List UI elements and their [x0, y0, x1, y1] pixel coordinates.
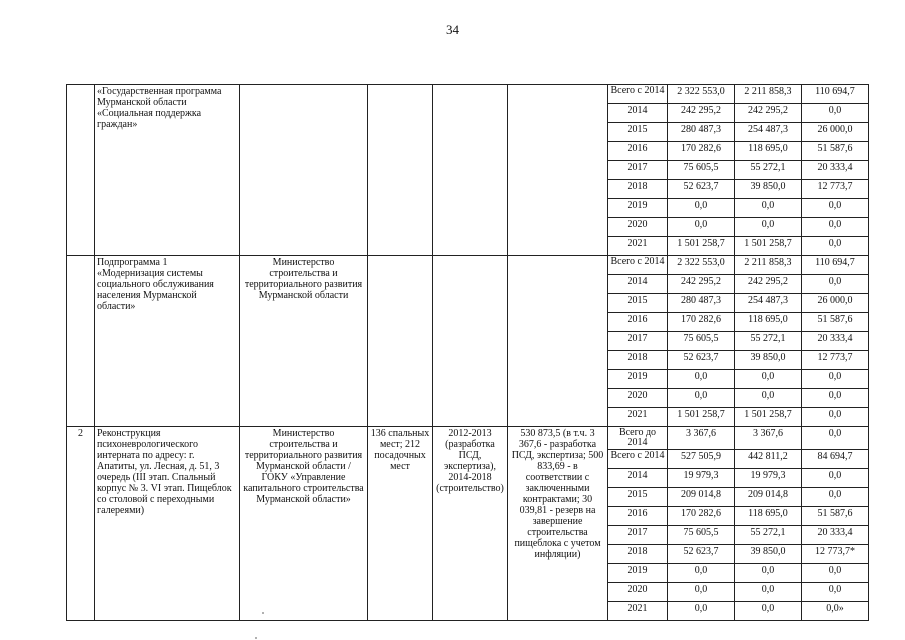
capacity-cell [368, 256, 433, 427]
amount-federal: 110 694,7 [802, 256, 869, 275]
amount-federal: 0,0 [802, 408, 869, 427]
amount-total: 2 322 553,0 [668, 256, 735, 275]
year-cell: 2021 [608, 408, 668, 427]
year-cell: 2014 [608, 275, 668, 294]
amount-total: 0,0 [668, 583, 735, 602]
amount-regional: 39 850,0 [735, 180, 802, 199]
amount-regional: 254 487,3 [735, 294, 802, 313]
amount-federal: 51 587,6 [802, 313, 869, 332]
year-cell: 2020 [608, 218, 668, 237]
object-name: «Государственная программа Мурманской области «Социальная поддержка граждан» [95, 85, 240, 256]
amount-federal: 0,0 [802, 389, 869, 408]
amount-regional: 3 367,6 [735, 427, 802, 450]
row-number [67, 256, 95, 427]
amount-regional: 2 211 858,3 [735, 85, 802, 104]
amount-federal: 26 000,0 [802, 294, 869, 313]
amount-regional: 39 850,0 [735, 545, 802, 564]
year-cell: 2015 [608, 294, 668, 313]
amount-federal: 0,0 [802, 104, 869, 123]
amount-total: 1 501 258,7 [668, 408, 735, 427]
amount-total: 170 282,6 [668, 313, 735, 332]
amount-total: 280 487,3 [668, 123, 735, 142]
year-cell: 2017 [608, 332, 668, 351]
amount-federal: 20 333,4 [802, 161, 869, 180]
amount-total: 52 623,7 [668, 180, 735, 199]
year-cell: 2021 [608, 602, 668, 621]
amount-total: 75 605,5 [668, 526, 735, 545]
amount-regional: 118 695,0 [735, 507, 802, 526]
year-cell: 2015 [608, 123, 668, 142]
amount-total: 0,0 [668, 199, 735, 218]
amount-regional: 242 295,2 [735, 104, 802, 123]
executor-cell [240, 85, 368, 256]
amount-federal: 20 333,4 [802, 526, 869, 545]
table-row [67, 85, 869, 104]
amount-regional: 0,0 [735, 583, 802, 602]
year-cell: 2019 [608, 370, 668, 389]
table-body [67, 85, 869, 621]
cost-cell [508, 85, 608, 256]
amount-total: 2 322 553,0 [668, 85, 735, 104]
period-cell [433, 256, 508, 427]
capacity-cell [368, 85, 433, 256]
year-cell: 2017 [608, 526, 668, 545]
scan-speck [255, 637, 257, 639]
amount-regional: 55 272,1 [735, 526, 802, 545]
cost-cell [508, 256, 608, 427]
amount-federal: 0,0 [802, 469, 869, 488]
year-cell: Всего с 2014 [608, 256, 668, 275]
year-cell: 2019 [608, 564, 668, 583]
year-cell: 2016 [608, 142, 668, 161]
amount-regional: 19 979,3 [735, 469, 802, 488]
amount-regional: 1 501 258,7 [735, 408, 802, 427]
row-number: 2 [67, 427, 95, 621]
year-cell: 2021 [608, 237, 668, 256]
amount-regional: 1 501 258,7 [735, 237, 802, 256]
executor-cell: Министерство строительства и территориального развития Мурманской области [240, 256, 368, 427]
year-cell: Всего до 2014 [608, 427, 668, 450]
amount-federal: 0,0 [802, 488, 869, 507]
year-cell: 2020 [608, 583, 668, 602]
amount-total: 242 295,2 [668, 275, 735, 294]
year-cell: 2018 [608, 545, 668, 564]
amount-total: 0,0 [668, 370, 735, 389]
year-cell: 2019 [608, 199, 668, 218]
amount-federal: 51 587,6 [802, 507, 869, 526]
amount-total: 0,0 [668, 564, 735, 583]
amount-total: 0,0 [668, 389, 735, 408]
amount-total: 52 623,7 [668, 351, 735, 370]
table-row [67, 256, 869, 275]
amount-regional: 0,0 [735, 218, 802, 237]
amount-federal: 0,0 [802, 275, 869, 294]
amount-federal: 0,0 [802, 583, 869, 602]
period-cell: 2012-2013 (разработка ПСД, экспертиза), 2014-2018 (строительство) [433, 427, 508, 621]
period-cell [433, 85, 508, 256]
object-name: Реконструкция психоневрологического интерната по адресу: г. Апатиты, ул. Лесная, д. 51, 3 очередь (III этап. Спальный корпус № 3. VI этап. Пищеблок со столовой с переходными галереями) [95, 427, 240, 621]
year-cell: 2018 [608, 351, 668, 370]
amount-federal: 84 694,7 [802, 450, 869, 469]
executor-cell: Министерство строительства и территориального развития Мурманской области / ГОКУ «Управление капитального строительства Мурманской области» [240, 427, 368, 621]
object-name: Подпрограмма 1 «Модернизация системы социального обслуживания населения Мурманской области» [95, 256, 240, 427]
amount-regional: 2 211 858,3 [735, 256, 802, 275]
amount-federal: 0,0 [802, 237, 869, 256]
amount-total: 75 605,5 [668, 161, 735, 180]
amount-regional: 209 014,8 [735, 488, 802, 507]
amount-total: 19 979,3 [668, 469, 735, 488]
amount-federal: 110 694,7 [802, 85, 869, 104]
amount-total: 527 505,9 [668, 450, 735, 469]
amount-federal: 0,0 [802, 218, 869, 237]
amount-regional: 254 487,3 [735, 123, 802, 142]
year-cell: Всего с 2014 [608, 85, 668, 104]
year-cell: 2018 [608, 180, 668, 199]
amount-regional: 39 850,0 [735, 351, 802, 370]
amount-federal: 12 773,7 [802, 180, 869, 199]
amount-federal: 0,0 [802, 427, 869, 450]
amount-regional: 55 272,1 [735, 332, 802, 351]
amount-regional: 0,0 [735, 199, 802, 218]
amount-regional: 0,0 [735, 564, 802, 583]
cost-cell: 530 873,5 (в т.ч. 3 367,6 - разработка ПСД, экспертиза; 500 833,69 - в соответствии с заключенными контрактами; 30 039,81 - резерв на завершение строительства пищеблока с учетом инфляции) [508, 427, 608, 621]
amount-total: 209 014,8 [668, 488, 735, 507]
amount-regional: 0,0 [735, 389, 802, 408]
amount-total: 280 487,3 [668, 294, 735, 313]
program-table [66, 84, 869, 621]
amount-federal: 0,0 [802, 370, 869, 389]
amount-federal: 12 773,7* [802, 545, 869, 564]
amount-total: 0,0 [668, 602, 735, 621]
year-cell: 2020 [608, 389, 668, 408]
year-cell: 2014 [608, 469, 668, 488]
year-cell: Всего с 2014 [608, 450, 668, 469]
amount-federal: 12 773,7 [802, 351, 869, 370]
amount-total: 75 605,5 [668, 332, 735, 351]
table-row [67, 427, 869, 450]
amount-federal: 51 587,6 [802, 142, 869, 161]
amount-regional: 242 295,2 [735, 275, 802, 294]
amount-total: 52 623,7 [668, 545, 735, 564]
scan-speck [262, 612, 264, 614]
amount-regional: 118 695,0 [735, 313, 802, 332]
amount-federal: 20 333,4 [802, 332, 869, 351]
amount-federal: 0,0 [802, 564, 869, 583]
amount-regional: 55 272,1 [735, 161, 802, 180]
amount-regional: 0,0 [735, 370, 802, 389]
amount-federal: 26 000,0 [802, 123, 869, 142]
capacity-cell: 136 спальных мест; 212 посадочных мест [368, 427, 433, 621]
amount-total: 1 501 258,7 [668, 237, 735, 256]
amount-total: 170 282,6 [668, 507, 735, 526]
amount-total: 0,0 [668, 218, 735, 237]
page-number: 34 [446, 22, 459, 37]
amount-total: 3 367,6 [668, 427, 735, 450]
year-cell: 2015 [608, 488, 668, 507]
amount-federal: 0,0 [802, 199, 869, 218]
year-cell: 2014 [608, 104, 668, 123]
amount-federal: 0,0» [802, 602, 869, 621]
year-cell: 2016 [608, 313, 668, 332]
amount-total: 170 282,6 [668, 142, 735, 161]
amount-regional: 0,0 [735, 602, 802, 621]
amount-total: 242 295,2 [668, 104, 735, 123]
row-number [67, 85, 95, 256]
amount-regional: 118 695,0 [735, 142, 802, 161]
year-cell: 2017 [608, 161, 668, 180]
amount-regional: 442 811,2 [735, 450, 802, 469]
year-cell: 2016 [608, 507, 668, 526]
